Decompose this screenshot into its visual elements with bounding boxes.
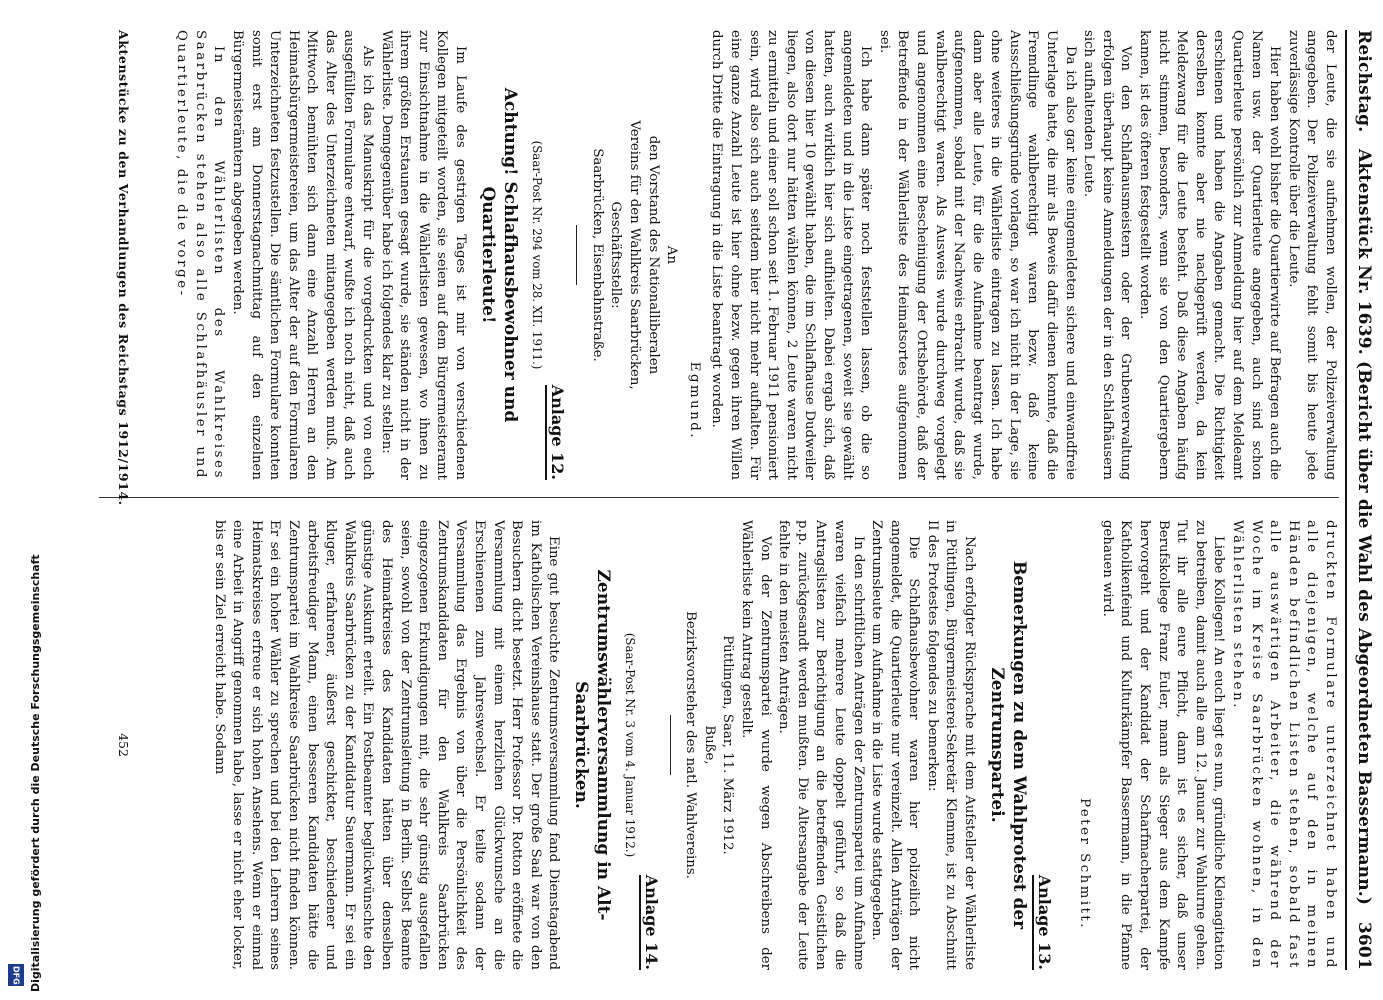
funding-note-text: Digitalisierung gefördert durch die Deutsche Forschungsgemeinschaft [29, 554, 42, 992]
paragraph: Ich habe dann später noch feststellen lassen, ob die so angemeldeten und in die Liste eingetragenen, soweit sie gewählt hatten, auch wirklich hier sich aufhielten. Dabei ergab sich, daß von diesen hier 10 gewählt haben, die im Schlafhause Dudweiler liegen, also dort nur hätten wählen können, 2 Leute waren nicht zu ermitteln und einer soll schon seit 1. Februar 1911 pensioniert sein, wird also sich auch seitdem hier nicht mehr aufhalten. Für eine ganze Anzahl Leute ist hier ohne bezw. gegen ihren Willen durch Dritte die Eintragung in die Liste beantragt worden. [709, 30, 874, 480]
dfg-logo: DFG [8, 964, 24, 986]
paragraph: der Leute, die sie aufnehmen wollen, der Polizeiverwaltung angegeben. Der Polizeiverwaltung fehlt somit bis heute jede zuverlässige Kontrolle über die Leute. [1285, 30, 1338, 480]
footer-line: Aktenstücke zu den Verhandlungen des Reichstags 1912/1914. [116, 30, 131, 506]
paragraph: Von der Zentrumspartei wurde wegen Abschreibens der Wählerliste kein Antrag gestellt. [738, 520, 773, 970]
paragraph: Von den Schlafhausmeistern oder der Grubenverwaltung erfolgen überhaupt keine Anmeldungen der in den Schlafhäusern sich aufhaltenden Leute. [1081, 30, 1134, 480]
section-label [641, 520, 660, 970]
address-line: Geschäftsstelle: [608, 201, 624, 309]
place-date: Püttlingen, Saar, 11. März 1912. [720, 635, 736, 855]
document-page [62, 0, 1383, 1000]
signature: Egmund. [686, 361, 702, 440]
page-header [1349, 30, 1379, 970]
signer-title: Bezirksvorsteher des natl. Wahlvereins. [683, 611, 699, 879]
header-left: Reichstag. [1354, 30, 1374, 133]
section-label [548, 30, 567, 480]
left-column [99, 30, 1339, 480]
section-heading: Bemerkungen zu dem Wahlprotest der Zentrumspartei. [987, 560, 1030, 930]
section-label-text: Anlage 14. [639, 875, 661, 970]
section-label-text: Anlage 13. [1032, 875, 1054, 970]
page-number: 452 [116, 733, 131, 757]
header-rule [1345, 30, 1347, 970]
source-citation: (Saar-Post Nr. 294 vom 28. XII. 1911.) [529, 140, 544, 370]
column-divider [99, 497, 1339, 498]
header-page-number: 3601 [1354, 921, 1374, 970]
paragraph: Eine gut besuchte Zentrumsversammlung fand Dienstagabend im Katholischen Vereinshause statt. Der große Saal war von den Besuchern dicht besetzt. Herr Professor Dr. Rotton eröffnete die Versammlung mit einem herzlichen Glückwunsche an die Erschienenen zum Jahreswechsel. Er teilte sodann der Versammlung das Ergebnis von über die Persönlichkeit des Zentrumskandidaten für den Wahlkreis Saarbrücken eingezogenen Erkundigungen mit, die sehr günstig ausgefallen seien, sowohl von der Zentrumsleitung in Berlin. Selbst Beamte des Heimatkreises des Kandidaten hätten über denselben günstige Auskunft erteilt. Ein Postbeamter beglückwünschte den Wahlkreis Saarbrücken zu der Kandidatur Sauermann. Er sei ein kluger, erfahrener, äußerst geschickter, beschiedener und arbeitsfreudiger Mann, einen besseren Kandidaten hätte die Zentrumspartei im Wahlkreise Saarbrücken nicht finden können. Er sei ein hoher Wähler zu sprechen und bei den Lehrern seines Heimatskreises erfreue er sich hohen Ansehens. Wenn er einmal eine Arbeit in Angriff genommen habe, lasse er nicht eher locker, bis er sein Ziel erreicht habe. Sodann [211, 520, 562, 970]
paragraph: Die Schlafhausbewohner waren hier polizeilich nicht angemeldet, die Quartierleute nur vereinzelt. Allen Anträgen der Zentrumsleute um Aufnahme in die Liste wurde stattgegeben. [869, 520, 922, 970]
paragraph-spaced: In den Wählerlisten des Wahlkreises Saarbrücken stehen also alle Schlafhäusler und Quartierleute, die die vorge- [174, 30, 227, 480]
section-heading: Achtung! Schlafhausbewohner und Quartierleute! [478, 87, 521, 423]
address-line: Saarbrücken, Eisenbahnstraße. [589, 148, 605, 362]
paragraph: Da ich also gar keine eingemeldeten sichere und einwandfreie Unterlage hatte, die mir als Beweis dafür dienen konnte, daß die Fremdlinge wahlberechtigt waren bezw. daß keine Ausschließungsgründe vorlagen, so war ich nicht in der Lage, sie ohne weiteres in die Wählerliste eintragen zu lassen. Ich habe dann aber alle Leute, für die die Aufnahme beantragt wurde, aufgenommen, sobald mit der Nachweis erbracht wurde, daß sie wahlberechtigt waren. Als Ausweis wurde durchweg vorgelegt und angenommen eine Bescheinigung der Ortsbehörde, daß der Betreffende in der Wählerliste des Heimatsortes aufgenommen sei. [876, 30, 1078, 480]
paragraph-spaced: druckten Formulare unterzeichnet haben und alle diejenigen, welche auf den in meinen Händen befindlichen Listen stehen, sobald fast alle auswärtigen Arbeiter, die während der Woche im Kreise Saarbrücken wohnen, in den Wählerlisten stehen. [1230, 520, 1338, 970]
signer-name: Buße, [701, 725, 717, 765]
right-column [99, 520, 1339, 970]
paragraph: Als ich das Manuskript für die vorgedruckten und von euch ausgefüllten Formulare entwarf, wußte ich noch nicht, daß auch das Alter des Unterzeichneten mitangegeben werden muß. Am Mittwoch bemühten sich dann eine Anzahl Herren an den Heimatsbürgermeistereien, um das Alter der auf den Formularen Unterzeichneten festzustellen. Die sämtlichen Formulare konnten somit erst am Donnerstagnachmittag auf den einzelnen Bürgermeisterämtern abgegeben werden. [229, 30, 376, 480]
address-line: den Vorstand des Nationalliberalen [645, 135, 661, 375]
separator [670, 715, 671, 775]
spacer [1061, 520, 1071, 970]
paragraph: Im Laufe des gestrigen Tages ist mir von verschiedenen Kollegen mitgeteilt worden, sie seien auf dem Bürgermeisteramt zur Einsichtnahme in die Wählerlisten gewesen, wo ihnen zu ihrem größten Erstaunen gesagt wurde, sie ständen nicht in der Wählerliste. Demgegenüber habe ich folgendes klar zu stellen: [378, 30, 469, 480]
paragraph: In den schriftlichen Anträgen der Zentrumspartei um Aufnahme waren vielfach mehrere Leute doppelt geführt, so daß die Antragslisten zur Berichtigung an die betreffenden Geistlichen p.p. zurückgesandt werden mußten. Die Altersangabe der Leute fehlte in den meisten Anträgen. [776, 520, 866, 970]
section-label-text: Anlage 12. [545, 385, 567, 480]
paragraph: Hier haben wohl bisher die Quartierwirte auf Befragen auch die Namen usw. der Quartierleute angegeben, auch sind schon Quartierleute persönlich zur Anmeldung hier auf dem Meldeamt erschienen und haben die Angaben gemacht. Die Richtigkeit derselben konnte aber nie nachgeprüft werden, da kein Meldezwang für die Leute besteht. Daß diese Angaben häufig nicht stimmen, besonders, wenn sie von den Quartiergebern kamen, ist des öfteren festgestellt worden. [1137, 30, 1283, 480]
paragraph: Liebe Kollegen! An euch liegt es nun, gründliche Kleinagitation zu betreiben, damit auch alle am 12. Januar zur Wahlurne gehen. Tut ihr alle eure Pflicht, dann ist es sicher, daß unser Berufskollege Franz Euler, mann als Sieger aus dem Kampfe hervorgeht und der Kandidat der Scharfmacherpartei, der Katholikenfeind und Kulturkämpfer Bassermann, in die Pfanne gehauen wird. [1099, 520, 1227, 970]
section-heading: Zentrumswählerversammlung in Alt-Saarbrücken. [571, 569, 614, 921]
address-label: An [664, 245, 680, 265]
separator [576, 225, 577, 285]
signature: Peter Schmitt. [1077, 798, 1093, 930]
source-citation: (Saar-Post Nr. 3 vom 4. Januar 1912.) [623, 632, 637, 858]
paragraph: Nach erfolgter Rücksprache mit dem Aufsteller der Wählerliste in Püttlingen, Bürgermeisterei-Sekretär Klemme, ist zu Abschnitt II des Protestes folgendes zu bemerken: [924, 520, 978, 970]
funding-note [4, 554, 56, 992]
header-title: Aktenstück Nr. 1639. (Bericht über die Wahl des Abgeordneten Bassermann.) [1354, 149, 1374, 906]
address-line: Vereins für den Wahlkreis Saarbrücken, [627, 120, 643, 390]
section-label [1034, 520, 1053, 970]
